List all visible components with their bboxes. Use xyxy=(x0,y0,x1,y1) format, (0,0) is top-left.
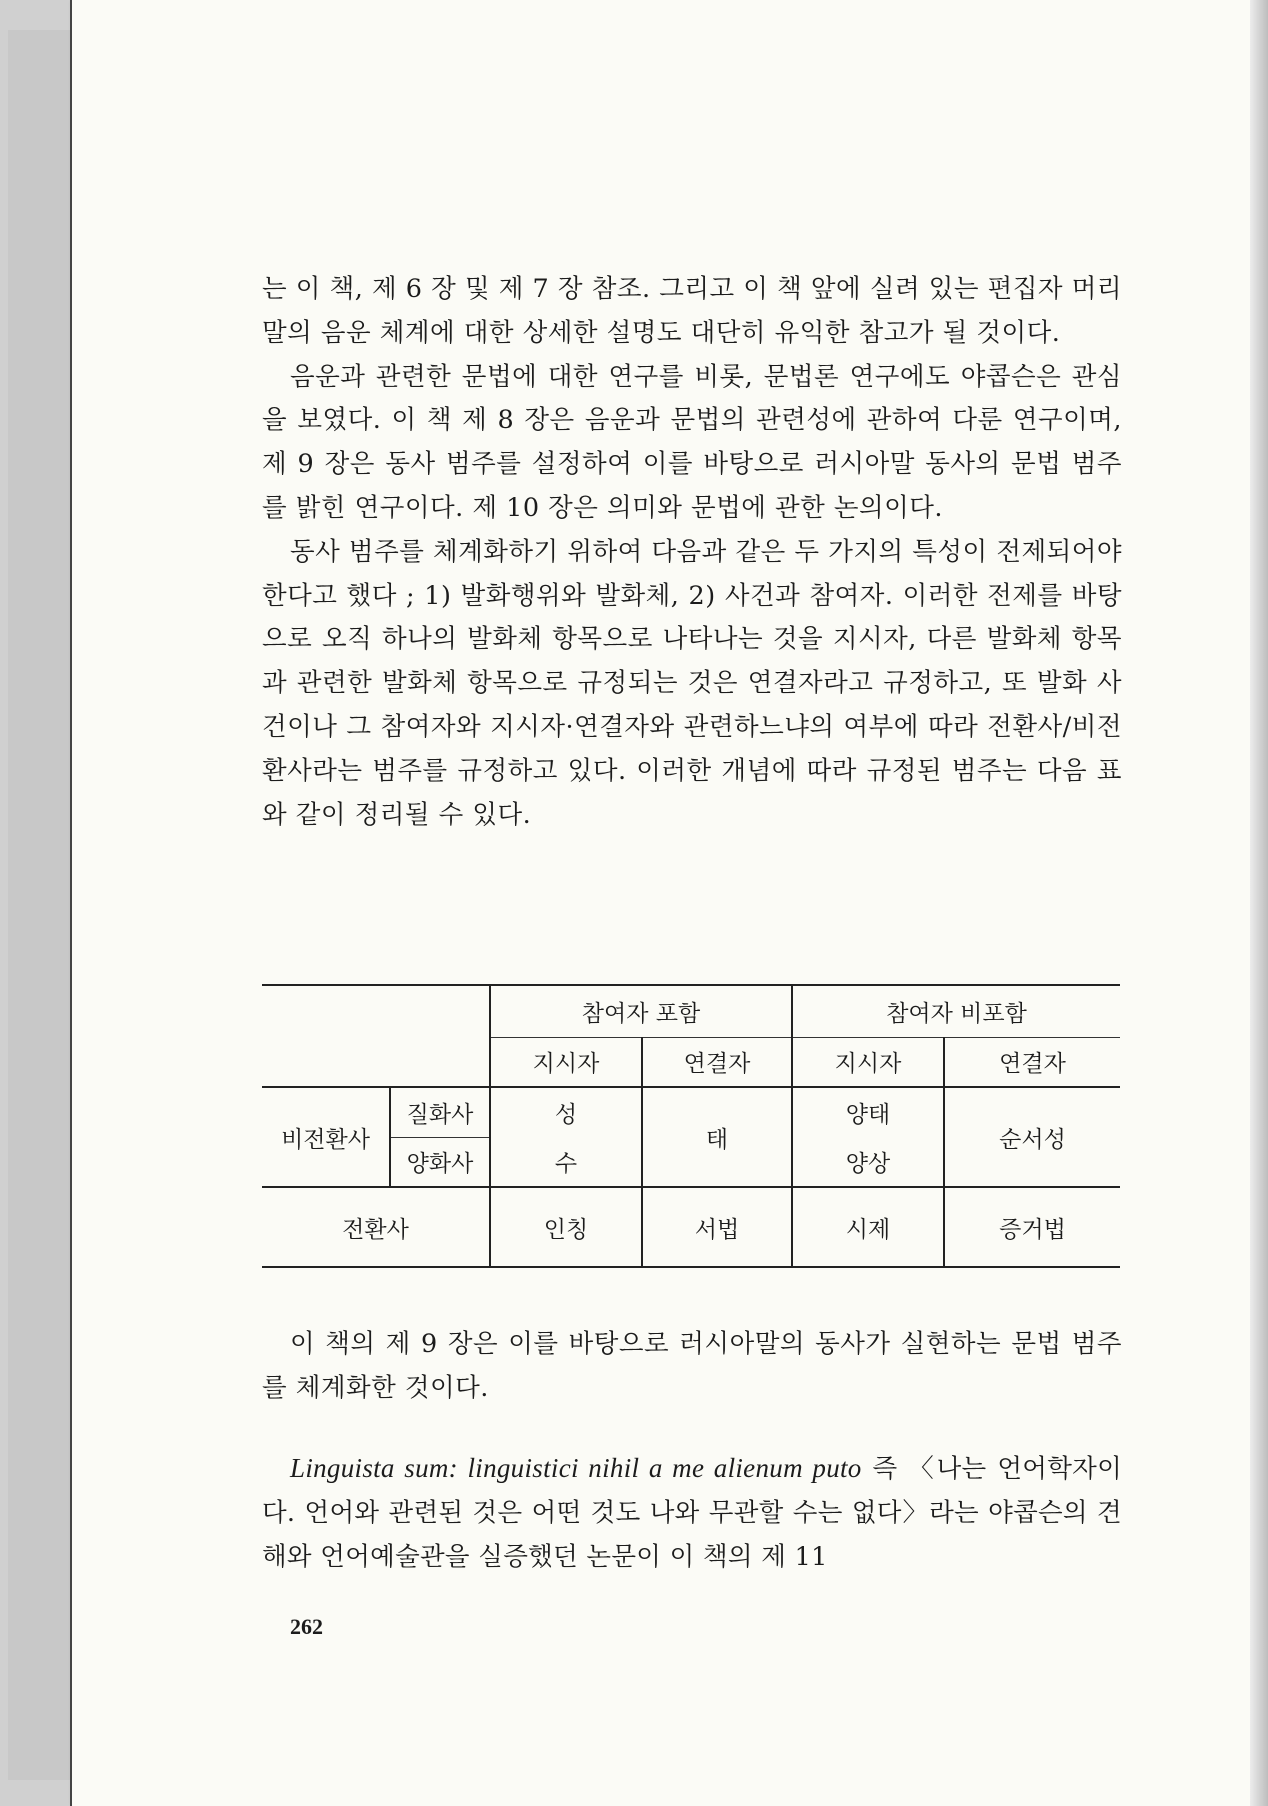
cell-gender: 성 xyxy=(490,1087,642,1137)
cell-evidential: 증거법 xyxy=(944,1187,1120,1267)
cell-person: 인칭 xyxy=(490,1187,642,1267)
category-table xyxy=(262,984,1120,1268)
page-edge-shadow xyxy=(1250,0,1268,1806)
paragraph-1: 는 이 책, 제 6 장 및 제 7 장 참조. 그리고 이 책 앞에 실려 있는 편집자 머리말의 음운 체계에 대한 상세한 설명도 대단히 유익한 참고가 될 것이다. xyxy=(262,274,1122,348)
paragraph-3: 동사 범주를 체계화하기 위하여 다음과 같은 두 가지의 특성이 전제되어야 한다고 했다 ; 1) 발화행위와 발화체, 2) 사건과 참여자. 이러한 전제를 바탕으로 오직 하나의 발화체 항목으로 나타나는 것을 지시자, 다른 발화체 항목과 관련한 발화체 항목으로 규정되는 것은 연결자라고 규정하고, 또 발화 사건이나 그 참여자와 지시자·연결자와 관련하느냐의 여부에 따라 전환사/비전환사라는 범주를 규정하고 있다. 이러한 개념에 따라 규정된 범주는 다음 표와 같이 정리될 수 있다. xyxy=(262,536,1122,830)
latin-quote: Linguista sum: linguistici nihil a me alienum puto xyxy=(290,1453,862,1483)
cell-number: 수 xyxy=(490,1137,642,1187)
row-shifter: 전환사 xyxy=(262,1187,490,1267)
cell-voice: 태 xyxy=(642,1087,792,1187)
quote-rest: 즉 〈나는 언어학자이다. 언어와 관련된 것은 어떤 것도 나와 무관할 수는 없다〉라는 야콥슨의 견해와 언어예술관을 실증했던 논문이 이 책의 제 11 xyxy=(262,1454,1123,1572)
cell-mode: 양상 xyxy=(792,1137,944,1187)
header-connector-1: 연결자 xyxy=(642,1037,792,1087)
cell-aspect: 양태 xyxy=(792,1087,944,1137)
paragraph-after-table: 이 책의 제 9 장은 이를 바탕으로 러시아말의 동사가 실현하는 문법 범주를 체계화한 것이다. xyxy=(262,1329,1122,1403)
page-number: 262 xyxy=(290,1614,323,1639)
header-designator-1: 지시자 xyxy=(490,1037,642,1087)
table-corner xyxy=(262,985,490,1087)
quote-paragraph xyxy=(262,1446,1122,1579)
body-text xyxy=(262,268,1122,837)
paragraph-2: 음운과 관련한 문법에 대한 연구를 비롯, 문법론 연구에도 야콥슨은 관심을 보였다. 이 책 제 8 장은 음운과 문법의 관련성에 관하여 다룬 연구이며, 제 9 장은 동사 범주를 설정하여 이를 바탕으로 러시아말 동사의 문법 범주를 밝힌 연구이다. 제 10 장은 의미와 문법에 관한 논의이다. xyxy=(262,361,1122,523)
row-quantifier: 양화사 xyxy=(390,1137,490,1187)
cell-taxis: 순서성 xyxy=(944,1087,1120,1187)
row-nonshifter: 비전환사 xyxy=(262,1087,390,1187)
book-spine-edge xyxy=(8,30,72,1780)
header-nonparticipant: 참여자 비포함 xyxy=(792,985,1120,1037)
after-table-text xyxy=(262,1322,1122,1410)
cell-tense: 시제 xyxy=(792,1187,944,1267)
header-participant: 참여자 포함 xyxy=(490,985,792,1037)
header-designator-2: 지시자 xyxy=(792,1037,944,1087)
row-qualifier: 질화사 xyxy=(390,1087,490,1137)
header-connector-2: 연결자 xyxy=(944,1037,1120,1087)
cell-mood: 서법 xyxy=(642,1187,792,1267)
